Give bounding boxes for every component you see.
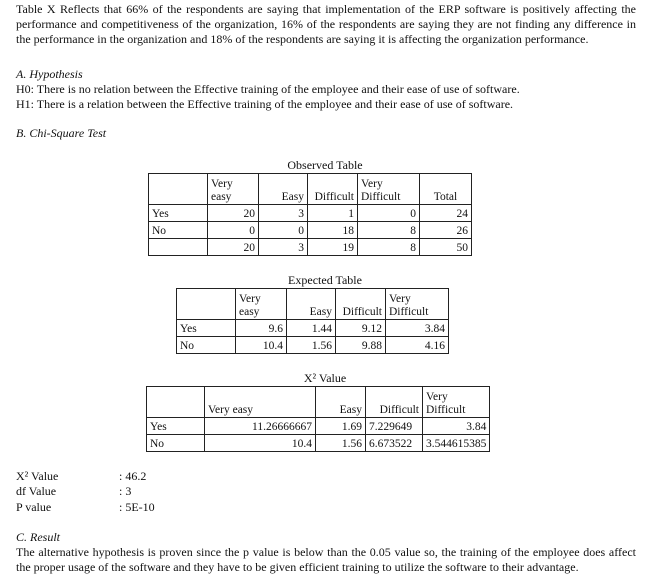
observed-row-label: No <box>149 222 208 239</box>
x2-header-corner <box>147 387 205 418</box>
observed-header-row <box>149 174 472 205</box>
x2-header-difficult: Difficult <box>366 387 423 418</box>
observed-cell: 24 <box>420 205 472 222</box>
x2-value: : 46.2 <box>119 469 147 483</box>
observed-cell: 18 <box>308 222 358 239</box>
hypothesis-h1: H1: There is a relation between the Effective training of the employee and their ease of use of software. <box>16 97 514 111</box>
x2-table-title: X² Value <box>303 371 347 385</box>
p-value-label: P value <box>16 500 52 514</box>
observed-row-total <box>149 239 472 256</box>
observed-cell: 20 <box>208 205 259 222</box>
x2-header-row <box>147 387 490 418</box>
expected-header-very-difficult: Very Difficult <box>386 289 449 320</box>
expected-cell: 1.56 <box>287 337 336 354</box>
expected-row-no <box>177 337 449 354</box>
expected-table-title: Expected Table <box>288 273 362 287</box>
observed-header-difficult: Difficult <box>308 174 358 205</box>
x2-value-label: X² Value <box>16 469 59 483</box>
observed-cell: 3 <box>259 205 308 222</box>
chi-square-heading: B. Chi-Square Test <box>16 126 107 140</box>
x2-cell: 11.26666667 <box>205 418 316 435</box>
observed-row-yes <box>149 205 472 222</box>
x2-header-very-difficult: Very Difficult <box>423 387 490 418</box>
result-paragraph: The alternative hypothesis is proven since the p value is below than the 0.05 value so, the training of the employee does affect the proper usage of the software and they have to be given efficient training to utilize the software to their advantage. <box>16 545 636 574</box>
x2-row-label: No <box>147 435 205 452</box>
observed-cell: 19 <box>308 239 358 256</box>
observed-cell: 0 <box>208 222 259 239</box>
expected-row-yes <box>177 320 449 337</box>
observed-row-no <box>149 222 472 239</box>
observed-header-total: Total <box>420 174 472 205</box>
observed-cell: 8 <box>358 239 420 256</box>
expected-cell: 1.44 <box>287 320 336 337</box>
x2-cell: 1.69 <box>316 418 366 435</box>
expected-cell: 9.6 <box>236 320 287 337</box>
expected-header-difficult: Difficult <box>336 289 386 320</box>
observed-cell: 26 <box>420 222 472 239</box>
expected-cell: 4.16 <box>386 337 449 354</box>
x2-cell: 3.84 <box>423 418 490 435</box>
x2-cell: 6.673522 <box>366 435 423 452</box>
observed-cell: 0 <box>259 222 308 239</box>
x2-row-label: Yes <box>147 418 205 435</box>
observed-cell: 50 <box>420 239 472 256</box>
observed-header-corner <box>149 174 208 205</box>
observed-table-title: Observed Table <box>287 158 363 172</box>
x2-cell: 1.56 <box>316 435 366 452</box>
x2-row-no <box>147 435 490 452</box>
intro-paragraph: Table X Reflects that 66% of the respondents are saying that implementation of the ERP software is positively affecting the performance and competitiveness of the organization, 16% of the respondents are saying they are not finding any difference in the performance in the organization and 18% of the respondents are saying it is affecting the organization performance. <box>16 2 636 46</box>
df-value: : 3 <box>119 484 132 498</box>
result-heading: C. Result <box>16 530 60 544</box>
observed-cell: 8 <box>358 222 420 239</box>
observed-cell: 1 <box>308 205 358 222</box>
p-value: : 5E-10 <box>119 500 155 514</box>
x2-header-easy: Easy <box>316 387 366 418</box>
hypothesis-h0: H0: There is no relation between the Effective training of the employee and their ease of use of software. <box>16 82 520 96</box>
observed-row-label <box>149 239 208 256</box>
x2-cell: 10.4 <box>205 435 316 452</box>
x2-cell: 3.544615385 <box>423 435 490 452</box>
observed-row-label: Yes <box>149 205 208 222</box>
observed-header-very-easy: Very easy <box>208 174 259 205</box>
x2-table <box>146 386 490 452</box>
expected-row-label: Yes <box>177 320 236 337</box>
expected-cell: 9.12 <box>336 320 386 337</box>
expected-header-very-easy: Very easy <box>236 289 287 320</box>
expected-table <box>176 288 449 354</box>
expected-cell: 9.88 <box>336 337 386 354</box>
expected-header-corner <box>177 289 236 320</box>
df-value-label: df Value <box>16 484 57 498</box>
x2-row-yes <box>147 418 490 435</box>
observed-header-very-difficult: Very Difficult <box>358 174 420 205</box>
observed-cell: 0 <box>358 205 420 222</box>
x2-header-very-easy: Very easy <box>205 387 316 418</box>
expected-cell: 3.84 <box>386 320 449 337</box>
observed-header-easy: Easy <box>259 174 308 205</box>
expected-header-easy: Easy <box>287 289 336 320</box>
hypothesis-heading: A. Hypothesis <box>16 67 83 81</box>
observed-cell: 3 <box>259 239 308 256</box>
expected-cell: 10.4 <box>236 337 287 354</box>
observed-table <box>148 173 472 256</box>
expected-header-row <box>177 289 449 320</box>
x2-cell: 7.229649 <box>366 418 423 435</box>
expected-row-label: No <box>177 337 236 354</box>
observed-cell: 20 <box>208 239 259 256</box>
